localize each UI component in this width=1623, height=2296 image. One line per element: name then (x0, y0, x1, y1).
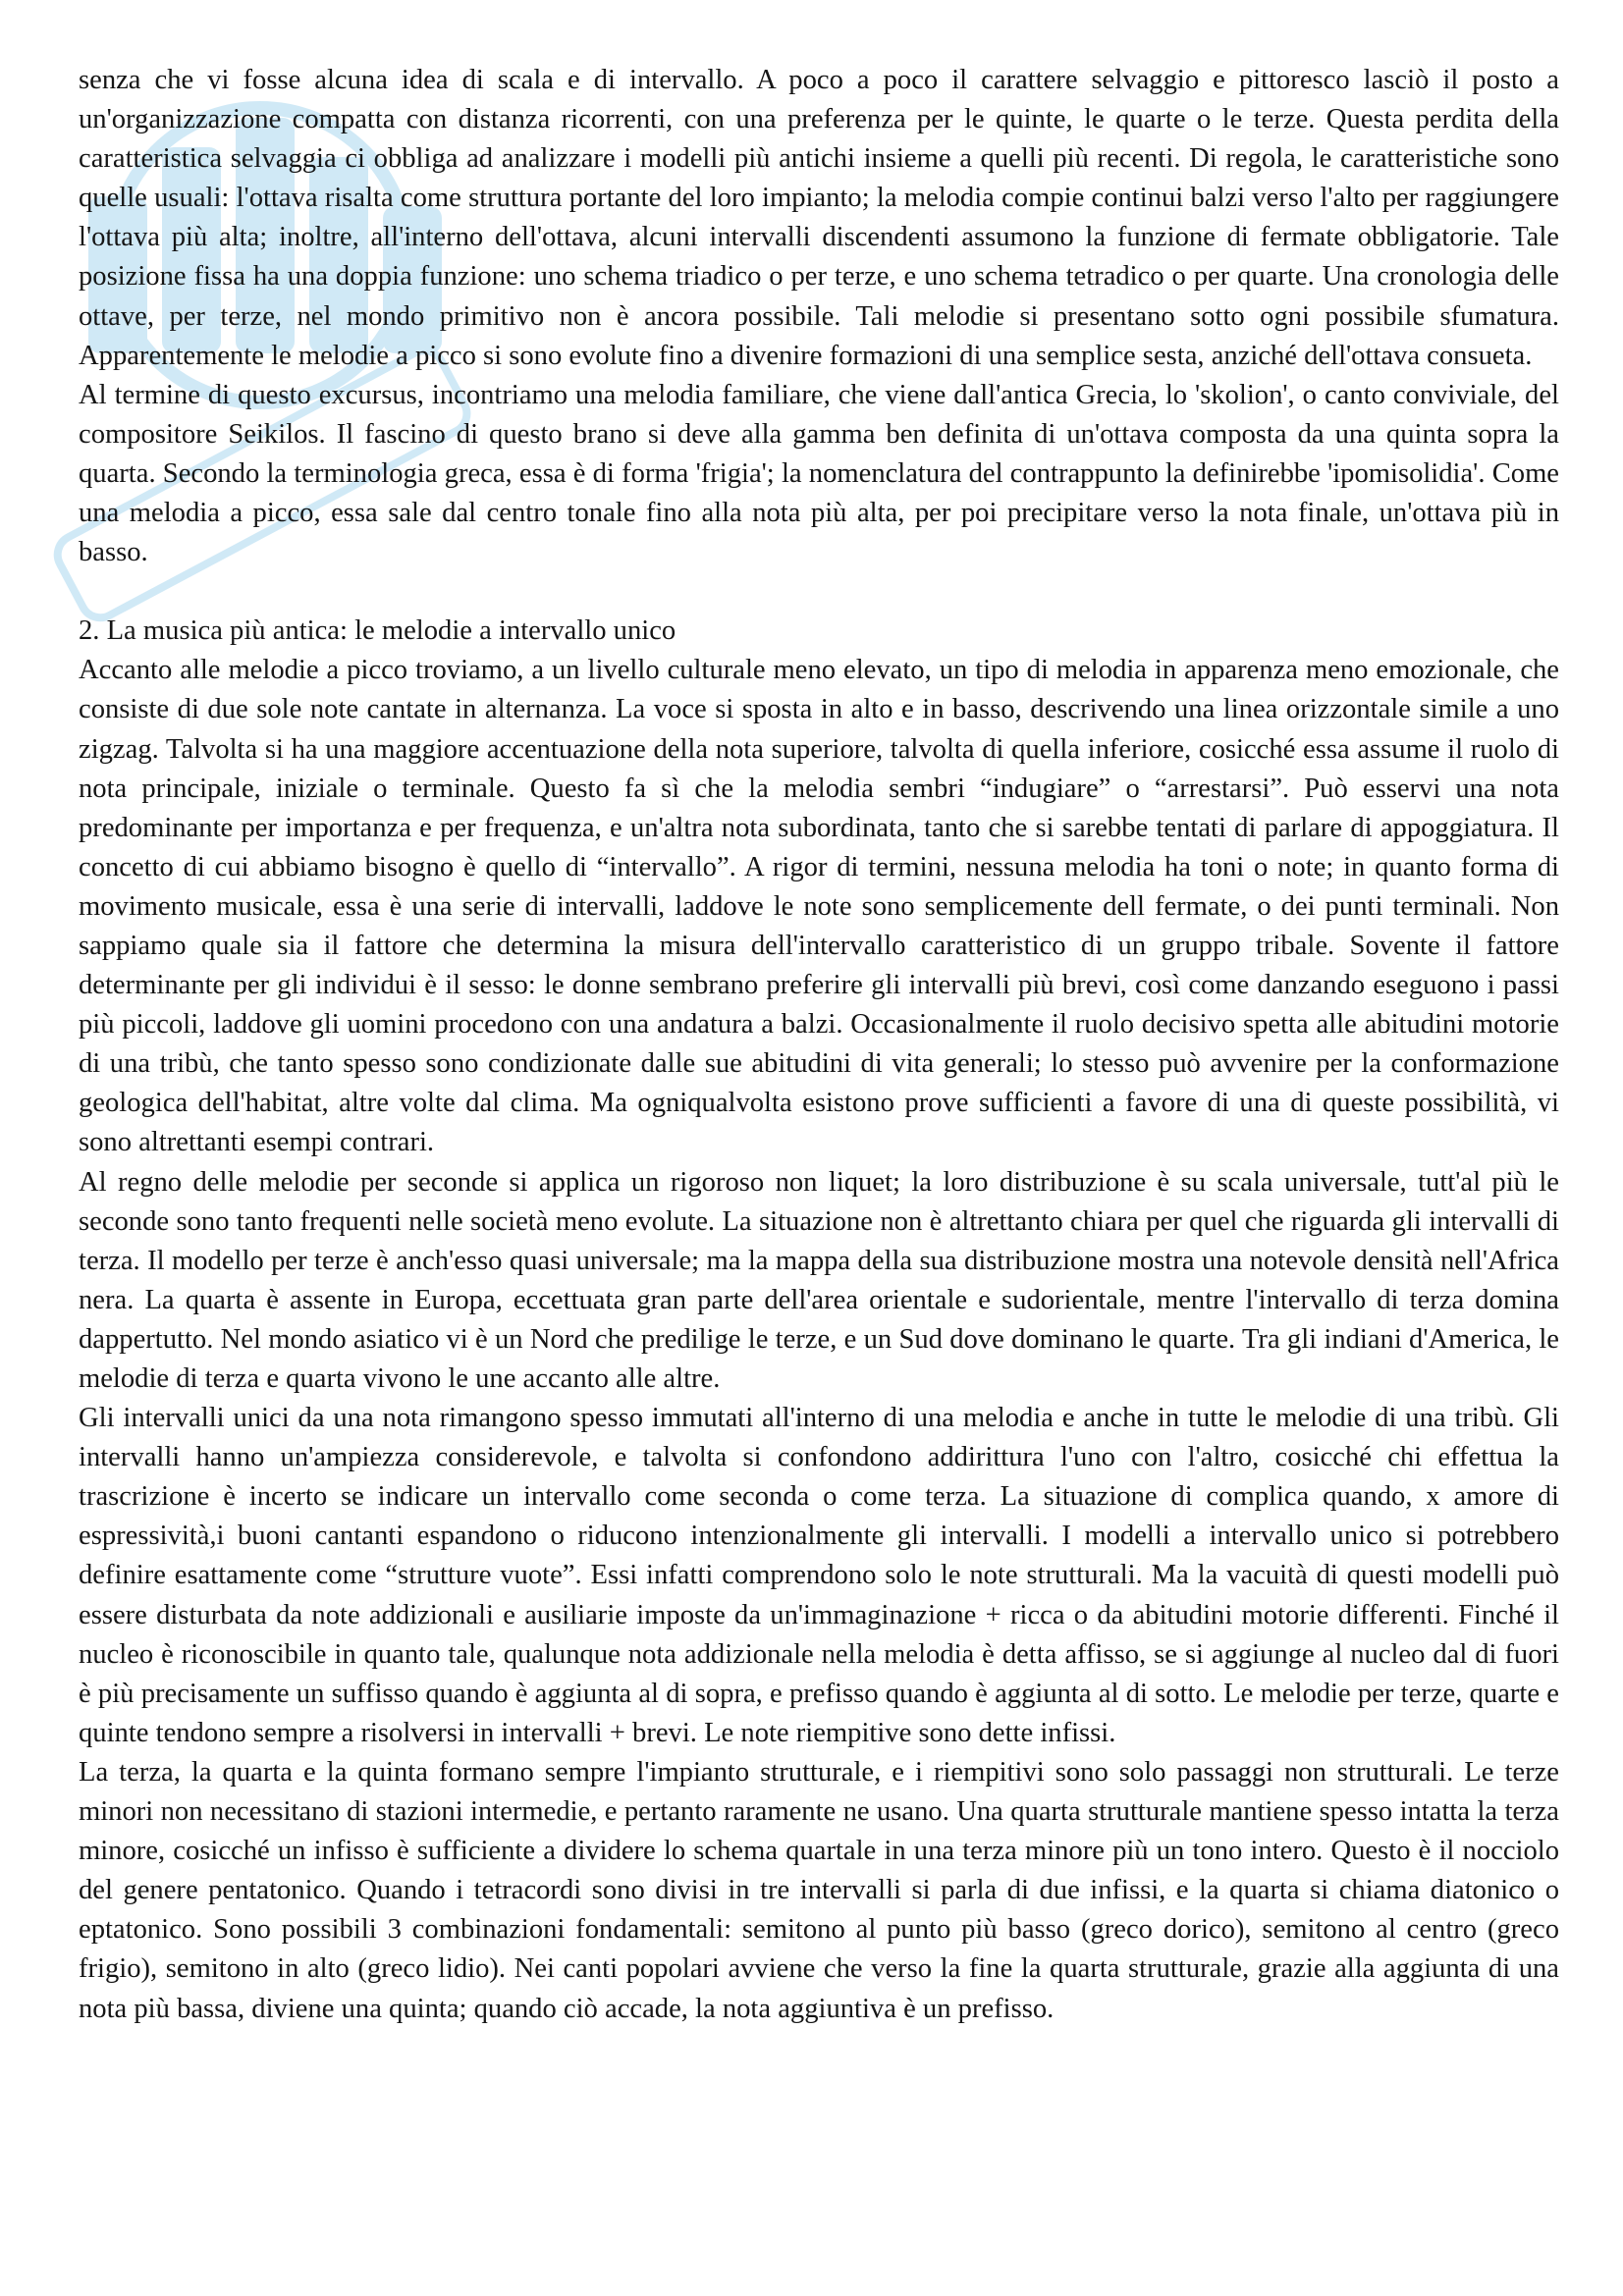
paragraph-1: senza che vi fosse alcuna idea di scala e di intervallo. A poco a poco il carattere selvaggio e pittoresco lasciò il posto a un'organizzazione compatta con distanza ricorrenti, con una preferenza per le quinte, le quarte o le terze. Questa perdita della caratteristica selvaggia ci obbliga ad analizzare i modelli più antichi insieme a quelli più recenti. Di regola, le caratteristiche sono quelle usuali: l'ottava risalta come struttura portante del loro impianto; la melodia compie continui balzi verso l'alto per raggiungere l'ottava più alta; inoltre, all'interno dell'ottava, alcuni intervalli discendenti assumono la funzione di fermate obbligatorie. Tale posizione fissa ha una doppia funzione: uno schema triadico o per terze, e uno schema tetradico o per quarte. Una cronologia delle ottave, per terze, nel mondo primitivo non è ancora possibile. Tali melodie si presentano sotto ogni possibile sfumatura. Apparentemente le melodie a picco si sono evolute fino a divenire formazioni di una semplice sesta, anziché dell'ottava consueta. (79, 65, 1559, 371)
document-page (79, 61, 1559, 2029)
paragraph-2: Al termine di questo excursus, incontriamo una melodia familiare, che viene dall'antica Grecia, lo 'skolion', o canto conviviale, del compositore Seikilos. Il fascino di questo brano si deve alla gamma ben definita di un'ottava composta da una quinta sopra la quarta. Secondo la terminologia greca, essa è di forma 'frigia'; la nomenclatura del contrappunto la definirebbe 'ipomisolidia'. Come una melodia a picco, essa sale dal centro tonale fino alla nota più alta, per poi precipitare verso la nota finale, un'ottava più in basso. (79, 379, 1559, 568)
section-paragraph-3: Gli intervalli unici da una nota rimangono spesso immutati all'interno di una melodia e anche in tutte le melodie di una tribù. Gli intervalli hanno un'ampiezza considerevole, e talvolta si confondono addirittura l'uno con l'altro, cosicché chi effettua la trascrizione è incerto se indicare un intervallo come seconda o come terza. La situazione di complica quando, x amore di espressività,i buoni cantanti espandono o riducono intenzionalmente gli intervalli. I modelli a intervallo unico si potrebbero definire esattamente come “strutture vuote”. Essi infatti comprendono solo le note strutturali. Ma la vacuità di questi modelli può essere disturbata da note addizionali e ausiliarie imposte da un'immaginazione + ricca o da abitudini motorie differenti. Finché il nucleo è riconoscibile in quanto tale, qualunque nota addizionale nella melodia è detta affisso, se si aggiunge al nucleo dal di fuori è più precisamente un suffisso quando è aggiunta al di sopra, e prefisso quando è aggiunta al di sotto. Le melodie per terze, quarte e quinte tendono sempre a risolversi in intervalli + brevi. Le note riempitive sono dette infissi. (79, 1403, 1559, 1748)
section-heading: 2. La musica più antica: le melodie a intervallo unico (79, 615, 676, 647)
section-paragraph-2: Al regno delle melodie per seconde si applica un rigoroso non liquet; la loro distribuzione è su scala universale, tutt'al più le seconde sono tanto frequenti nelle società meno evolute. La situazione non è altrettanto chiara per quel che riguarda gli intervalli di terza. Il modello per terze è anch'esso quasi universale; ma la mappa della sua distribuzione mostra una notevole densità nell'Africa nera. La quarta è assente in Europa, eccettuata gran parte dell'area orientale e sudorientale, mentre l'intervallo di terza domina dappertutto. Nel mondo asiatico vi è un Nord che predilige le terze, e un Sud dove dominano le quarte. Tra gli indiani d'America, le melodie di terza e quarta vivono le une accanto alle altre. (79, 1166, 1559, 1394)
section-paragraph-4: La terza, la quarta e la quinta formano sempre l'impianto strutturale, e i riempitivi sono solo passaggi non strutturali. Le terze minori non necessitano di stazioni intermedie, e pertanto raramente ne usano. Una quarta strutturale mantiene spesso intatta la terza minore, cosicché un infisso è sufficiente a dividere lo schema quartale in una terza minore più un tono intero. Questo è il nocciolo del genere pentatonico. Quando i tetracordi sono divisi in tre intervalli si parla di due infissi, e la quarta si chiama diatonico o eptatonico. Sono possibili 3 combinazioni fondamentali: semitono al punto più basso (greco dorico), semitono al centro (greco frigio), semitono in alto (greco lidio). Nei canti popolari avviene che verso la fine la quarta strutturale, grazie alla aggiunta di una nota più bassa, diviene una quinta; quando ciò accade, la nota aggiuntiva è un prefisso. (79, 1756, 1559, 2024)
section-paragraph-1: Accanto alle melodie a picco troviamo, a un livello culturale meno elevato, un tipo di melodia in apparenza meno emozionale, che consiste di due sole note cantate in alternanza. La voce si sposta in alto e in basso, descrivendo una linea orizzontale simile a uno zigzag. Talvolta si ha una maggiore accentuazione della nota superiore, talvolta di quella inferiore, cosicché essa assume il ruolo di nota principale, iniziale o terminale. Questo fa sì che la melodia sembri “indugiare” o “arrestarsi”. Può esservi una nota predominante per importanza e per frequenza, e un'altra nota subordinata, tanto che si sarebbe tentati di parlare di appoggiatura. Il concetto di cui abbiamo bisogno è quello di “intervallo”. A rigor di termini, nessuna melodia ha toni o note; in quanto forma di movimento musicale, essa è una serie di intervalli, laddove le note sono semplicemente dell fermate, o dei punti terminali. Non sappiamo quale sia il fattore che determina la misura dell'intervallo caratteristico di un gruppo tribale. Sovente il fattore determinante per gli individui è il sesso: le donne sembrano preferire gli intervalli più brevi, così come danzando eseguono i passi più piccoli, laddove gli uomini procedono con una andatura a balzi. Occasionalmente il ruolo decisivo spetta alle abitudini motorie di una tribù, che tanto spesso sono condizionate dalle sue abitudini di vita generali; lo stesso può avvenire per la conformazione geologica dell'habitat, altre volte dal clima. Ma ogniqualvolta esistono prove sufficienti a favore di una di queste possibilità, vi sono altrettanti esempi contrari. (79, 655, 1559, 1158)
blank-line (79, 572, 1559, 612)
